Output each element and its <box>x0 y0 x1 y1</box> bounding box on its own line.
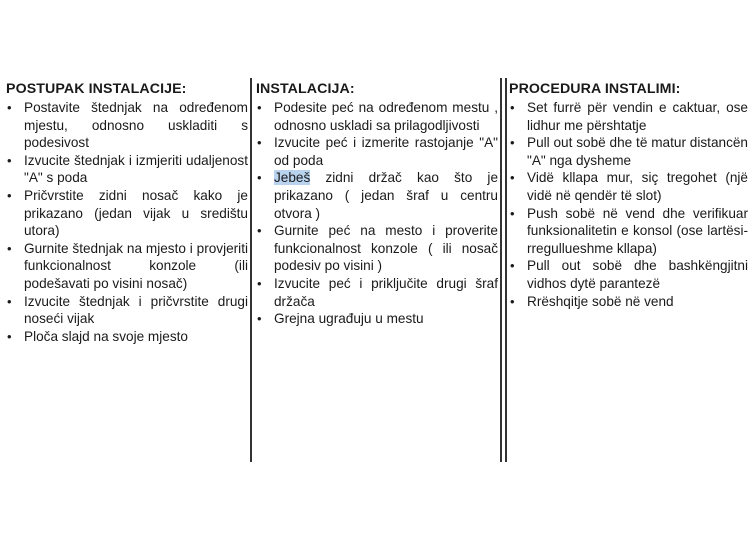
column-heading: INSTALACIJA: <box>256 81 355 97</box>
bullet-icon: • <box>7 100 12 115</box>
column-divider <box>500 78 502 462</box>
list-item: • Pull out sobë dhe të matur distancën "A" nga dysheme <box>510 135 748 168</box>
list-item: • Set furrë për vendin e caktuar, ose lidhur me përshtatje <box>510 100 748 133</box>
steps-list <box>507 99 750 310</box>
list-item: • Pričvrstite zidni nosač kako je prikazano (jedan vijak u središtu utora) <box>7 187 248 239</box>
list-item: • Vidë kllapa mur, siç tregohet (një vidë në qendër të slot) <box>510 170 748 203</box>
list-item: • Izvucite peć i izmerite rastojanje "A" od poda <box>257 135 498 168</box>
steps-list <box>254 99 500 328</box>
list-item: • Izvucite štednjak i pričvrstite drugi noseći vijak <box>7 293 248 327</box>
column-divider <box>250 78 252 462</box>
column-heading: POSTUPAK INSTALACIJE: <box>6 81 187 97</box>
list-item: • Gurnite peć na mesto i proverite funkcionalnost konzole ( ili nosač podesiv po visini ) <box>257 223 498 274</box>
list-item: • Jebeš zidni držač kao što je prikazano ( jedan šraf u centru otvora ) <box>257 170 499 221</box>
bullet-icon: • <box>257 223 262 239</box>
bullet-icon: • <box>257 100 262 115</box>
bullet-icon: • <box>510 100 515 115</box>
list-item: • Pull out sobë dhe bashkëngjitni vidhos dytë parantezë <box>510 258 748 291</box>
column-albanian <box>507 78 750 462</box>
bullet-icon: • <box>7 187 12 203</box>
bullet-icon: • <box>257 170 262 186</box>
steps-list <box>4 99 250 345</box>
list-item: • Ploča slajd na svoje mjesto <box>7 328 188 344</box>
column-croatian <box>4 78 250 462</box>
bullet-icon: • <box>510 293 515 309</box>
highlighted-word[interactable]: Jebeš <box>274 170 311 186</box>
bullet-icon: • <box>257 275 262 291</box>
bullet-icon: • <box>510 135 515 151</box>
bullet-icon: • <box>257 135 262 151</box>
list-item: • Push sobë në vend dhe verifikuar funksionalitetin e konsol (ose lartësi-rregullueshme kllapa) <box>510 205 748 256</box>
list-item: • Podesite peć na određenom mestu , odnosno uskladi sa prilagodljivosti <box>257 100 498 133</box>
list-item: • Rrëshqitje sobë në vend <box>510 293 674 309</box>
column-heading: PROCEDURA INSTALIMI: <box>509 81 681 97</box>
list-item: • Gurnite štednjak na mjesto i provjeriti funkcionalnost konzole (ili podešavati po visini nosač) <box>7 240 248 291</box>
list-item: • Izvucite štednjak i izmjeriti udaljenost "A" s poda <box>7 152 248 186</box>
bullet-icon: • <box>510 170 515 186</box>
bullet-icon: • <box>257 311 262 327</box>
bullet-icon: • <box>7 152 12 168</box>
bullet-icon: • <box>510 258 515 274</box>
list-item: • Postavite štednjak na određenom mjestu, odnosno uskladiti s podesivost <box>7 100 248 151</box>
bullet-icon: • <box>7 240 12 256</box>
list-item: • Izvucite peć i priključite drugi šraf držača <box>257 275 498 309</box>
list-item: • Grejna ugrađuju u mestu <box>257 311 424 327</box>
bullet-icon: • <box>7 293 12 309</box>
bullet-icon: • <box>7 328 12 344</box>
bullet-icon: • <box>510 205 515 221</box>
instructions-table <box>0 78 750 462</box>
column-serbian <box>254 78 500 462</box>
